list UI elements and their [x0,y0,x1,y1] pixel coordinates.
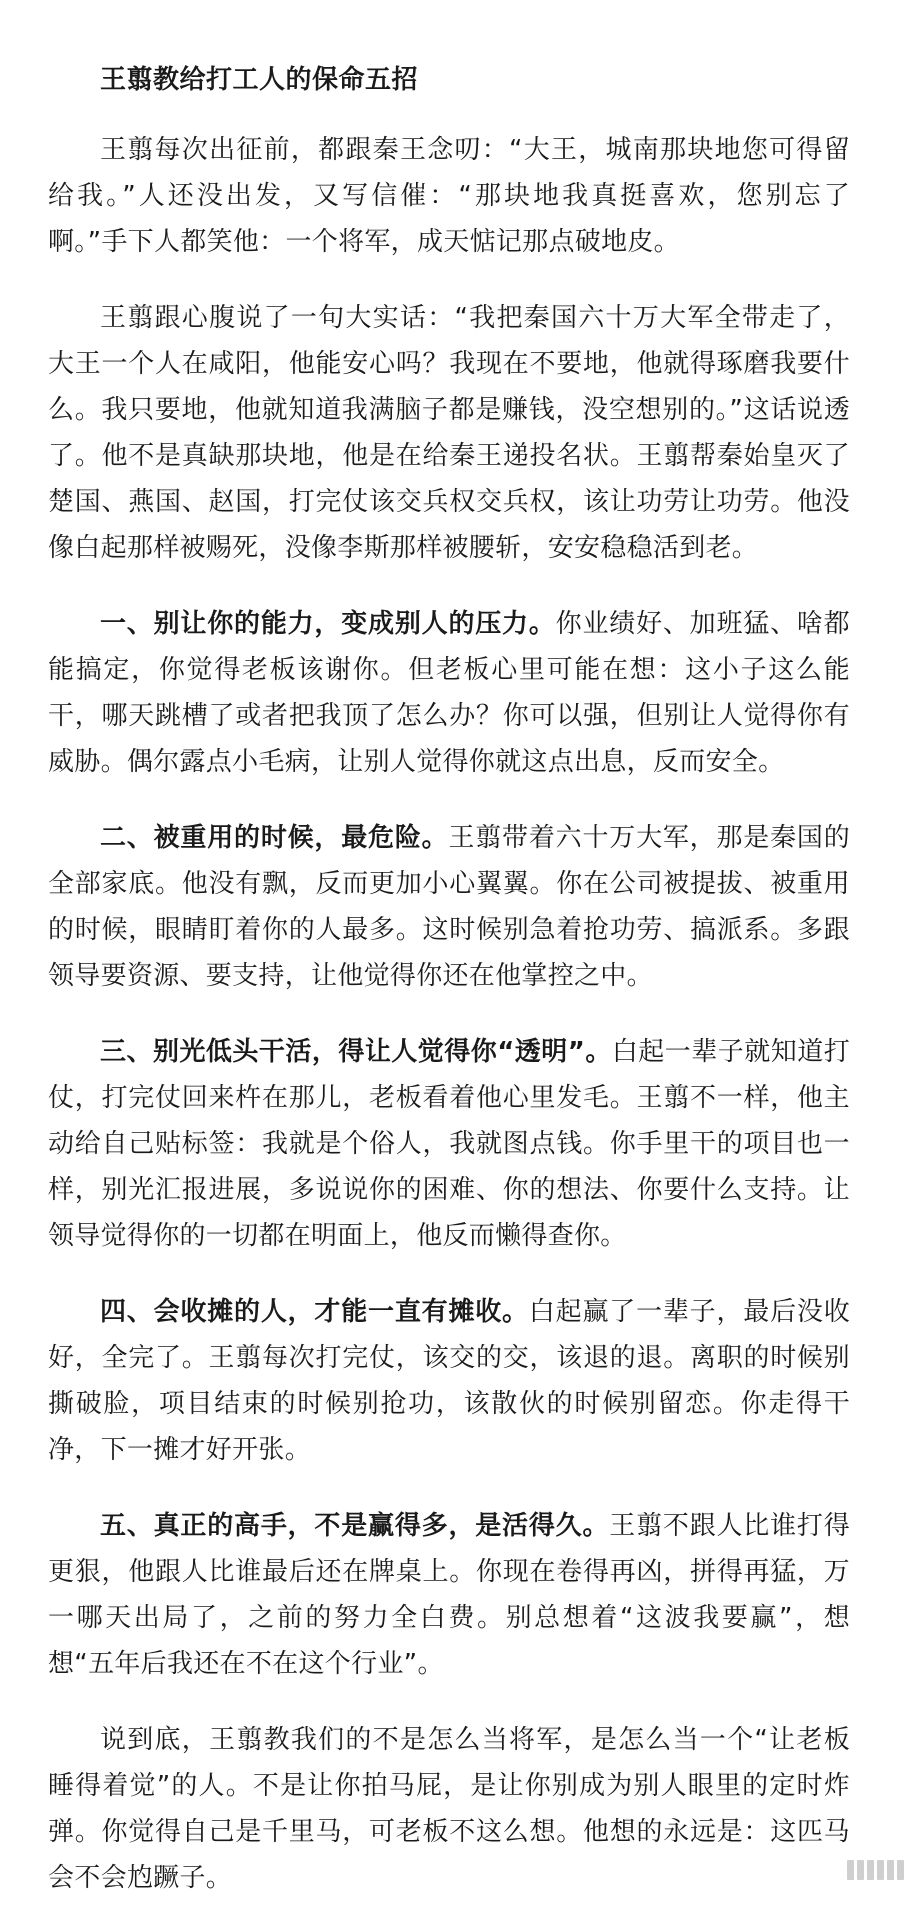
paragraph-text: 白起一辈子就知道打仗，打完仗回来杵在那儿，老板看着他心里发毛。王翦不一样，他主动给自己贴标签：我就是个俗人，我就图点钱。你手里干的项目也一样，别光汇报进展，多说说你的困难、你的想法、你要什么支持。让领导觉得你的一切都在明面上，他反而懒得查你。 [48,1037,850,1251]
paragraph-tip-5 [48,1503,850,1687]
paragraph-text: 王翦不跟人比谁打得更狠，他跟人比谁最后还在牌桌上。你现在卷得再凶，拼得再猛，万一哪天出局了，之前的努力全白费。别总想着“这波我要赢”，想想“五年后我还在不在这个行业”。 [48,1511,851,1679]
watermark-bar [887,1860,894,1880]
bars-watermark-icon [847,1860,904,1880]
paragraph-text: 你业绩好、加班猛、啥都能搞定，你觉得老板该谢你。但老板心里可能在想：这小子这么能干，哪天跳槽了或者把我顶了怎么办？你可以强，但别让人觉得你有威胁。偶尔露点小毛病，让别人觉得你就这点出息，反而安全。 [48,609,850,777]
paragraph-tip-4 [48,1289,850,1473]
watermark-bar [877,1860,884,1880]
paragraph-tip-2 [48,815,850,999]
paragraph-text: 王翦跟心腹说了一句大实话：“我把秦国六十万大军全带走了，大王一个人在咸阳，他能安心吗？我现在不要地，他就得琢磨我要什么。我只要地，他就知道我满脑子都是赚钱，没空想别的。”这话说透了。他不是真缺那块地，他是在给秦王递投名状。王翦帮秦始皇灭了楚国、燕国、赵国，打完仗该交兵权交兵权，该让功劳让功劳。他没像白起那样被赐死，没像李斯那样被腰斩，安安稳稳活到老。 [48,303,850,563]
paragraph-lead: 二、被重用的时候，最危险。 [100,823,449,853]
paragraph-tip-3 [48,1029,850,1259]
paragraph-lead: 四、会收摊的人，才能一直有摊收。 [100,1297,529,1327]
watermark-bar [897,1860,904,1880]
paragraph-lead: 三、别光低头干活，得让人觉得你“透明”。 [100,1037,612,1067]
paragraph-lead: 一、别让你的能力，变成别人的压力。 [100,609,556,639]
paragraph-conclusion [48,1717,850,1901]
paragraph-lead: 五、真正的高手，不是赢得多，是活得久。 [100,1511,610,1541]
paragraph-text: 王翦每次出征前，都跟秦王念叨：“大王，城南那块地您可得留给我。”人还没出发，又写信催：“那块地我真挺喜欢，您别忘了啊。”手下人都笑他：一个将军，成天惦记那点破地皮。 [48,135,850,257]
article-title: 王翦教给打工人的保命五招 [100,65,419,95]
paragraph-intro-2 [48,295,850,571]
watermark-bar [847,1860,854,1880]
watermark-bar [857,1860,864,1880]
paragraph-text: 王翦带着六十万大军，那是秦国的全部家底。他没有飘，反而更加小心翼翼。你在公司被提拔、被重用的时候，眼睛盯着你的人最多。这时候别急着抢功劳、搞派系。多跟领导要资源、要支持，让他觉得你还在他掌控之中。 [48,823,850,991]
paragraph-intro-1 [48,127,850,265]
paragraph-text: 说到底，王翦教我们的不是怎么当将军，是怎么当一个“让老板睡得着觉”的人。不是让你拍马屁，是让你别成为别人眼里的定时炸弹。你觉得自己是千里马，可老板不这么想。他想的永远是：这匹马会不会尥蹶子。 [48,1725,850,1893]
paragraph-tip-1 [48,601,850,785]
watermark-bar [867,1860,874,1880]
paragraph-text: 白起赢了一辈子，最后没收好，全完了。王翦每次打完仗，该交的交，该退的退。离职的时候别撕破脸，项目结束的时候别抢功，该散伙的时候别留恋。你走得干净，下一摊才好开张。 [48,1297,850,1465]
